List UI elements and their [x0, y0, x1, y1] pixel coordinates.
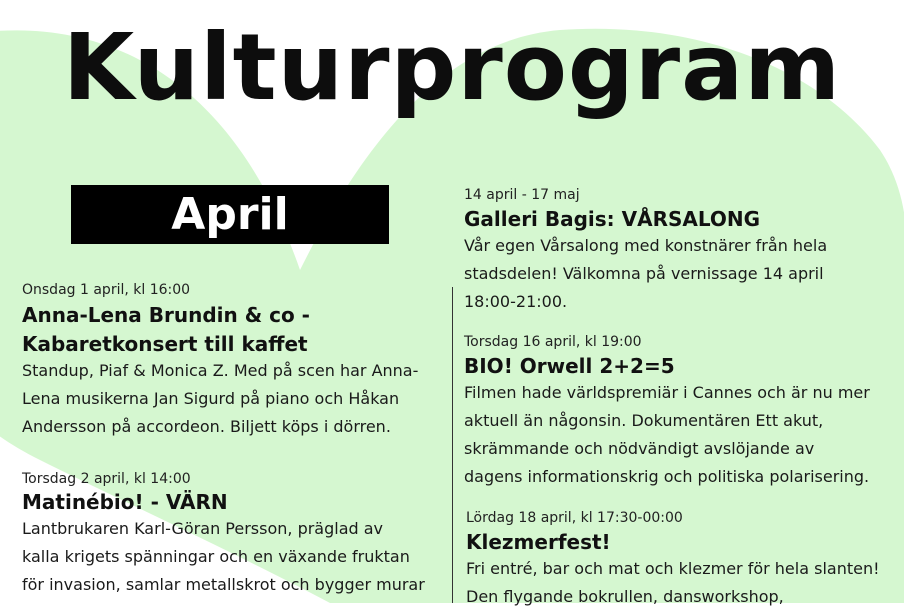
column-divider — [452, 287, 453, 603]
event-description-line: skrämmande och nödvändigt avslöjande av — [464, 439, 815, 458]
event-title-line: Kabaretkonsert till kaffet — [22, 332, 308, 356]
page-title: Kulturprogram — [62, 14, 842, 121]
event-date: Onsdag 1 april, kl 16:00 — [22, 282, 191, 298]
event-description-line: Lena musikerna Jan Sigurd på piano och Håkan — [22, 389, 400, 408]
event-description-line: Den flygande bokrullen, dansworkshop, — [466, 587, 784, 606]
event-description-line: aktuell än någonsin. Dokumentären Ett akut, — [464, 411, 824, 430]
event-description-line: stadsdelen! Välkomna på vernissage 14 april — [464, 264, 824, 283]
event-description-line: dagens informationskrig och politiska polarisering. — [464, 467, 870, 486]
event-date: Lördag 18 april, kl 17:30-00:00 — [466, 510, 683, 526]
event-title-line: Anna-Lena Brundin & co - — [22, 303, 310, 327]
event-title-line: BIO! Orwell 2+2=5 — [464, 354, 675, 378]
event-description-line: Fri entré, bar och mat och klezmer för hela slanten! — [466, 559, 880, 578]
event-description-line: kalla krigets spänningar och en växande fruktan — [22, 547, 410, 566]
event-date: Torsdag 2 april, kl 14:00 — [22, 471, 191, 487]
event-description-line: 18:00-21:00. — [464, 292, 568, 311]
month-banner — [71, 185, 389, 244]
event-date: 14 april - 17 maj — [464, 187, 580, 203]
event-title-line: Klezmerfest! — [466, 530, 611, 554]
event-klezmerfest — [466, 509, 904, 611]
event-bio-orwell — [464, 333, 904, 491]
event-anna-lena-brundin — [22, 281, 447, 441]
event-matinebio-varn — [22, 470, 447, 599]
event-galleri-bagis — [464, 186, 904, 316]
event-title-line: Galleri Bagis: VÅRSALONG — [464, 207, 761, 231]
event-title-line: Matinébio! - VÄRN — [22, 490, 228, 514]
event-date: Torsdag 16 april, kl 19:00 — [464, 334, 642, 350]
event-description-line: Standup, Piaf & Monica Z. Med på scen har Anna- — [22, 361, 419, 380]
month-label: April — [171, 189, 289, 240]
event-description-line: Lantbrukaren Karl-Göran Persson, präglad av — [22, 519, 384, 538]
event-description-line: Vår egen Vårsalong med konstnärer från hela — [464, 236, 828, 255]
event-description-line: för invasion, samlar metallskrot och bygger murar — [22, 575, 425, 594]
event-description-line: Andersson på accordeon. Biljett köps i dörren. — [22, 417, 391, 436]
event-description-line: Filmen hade världspremiär i Cannes och är nu mer — [464, 383, 870, 402]
